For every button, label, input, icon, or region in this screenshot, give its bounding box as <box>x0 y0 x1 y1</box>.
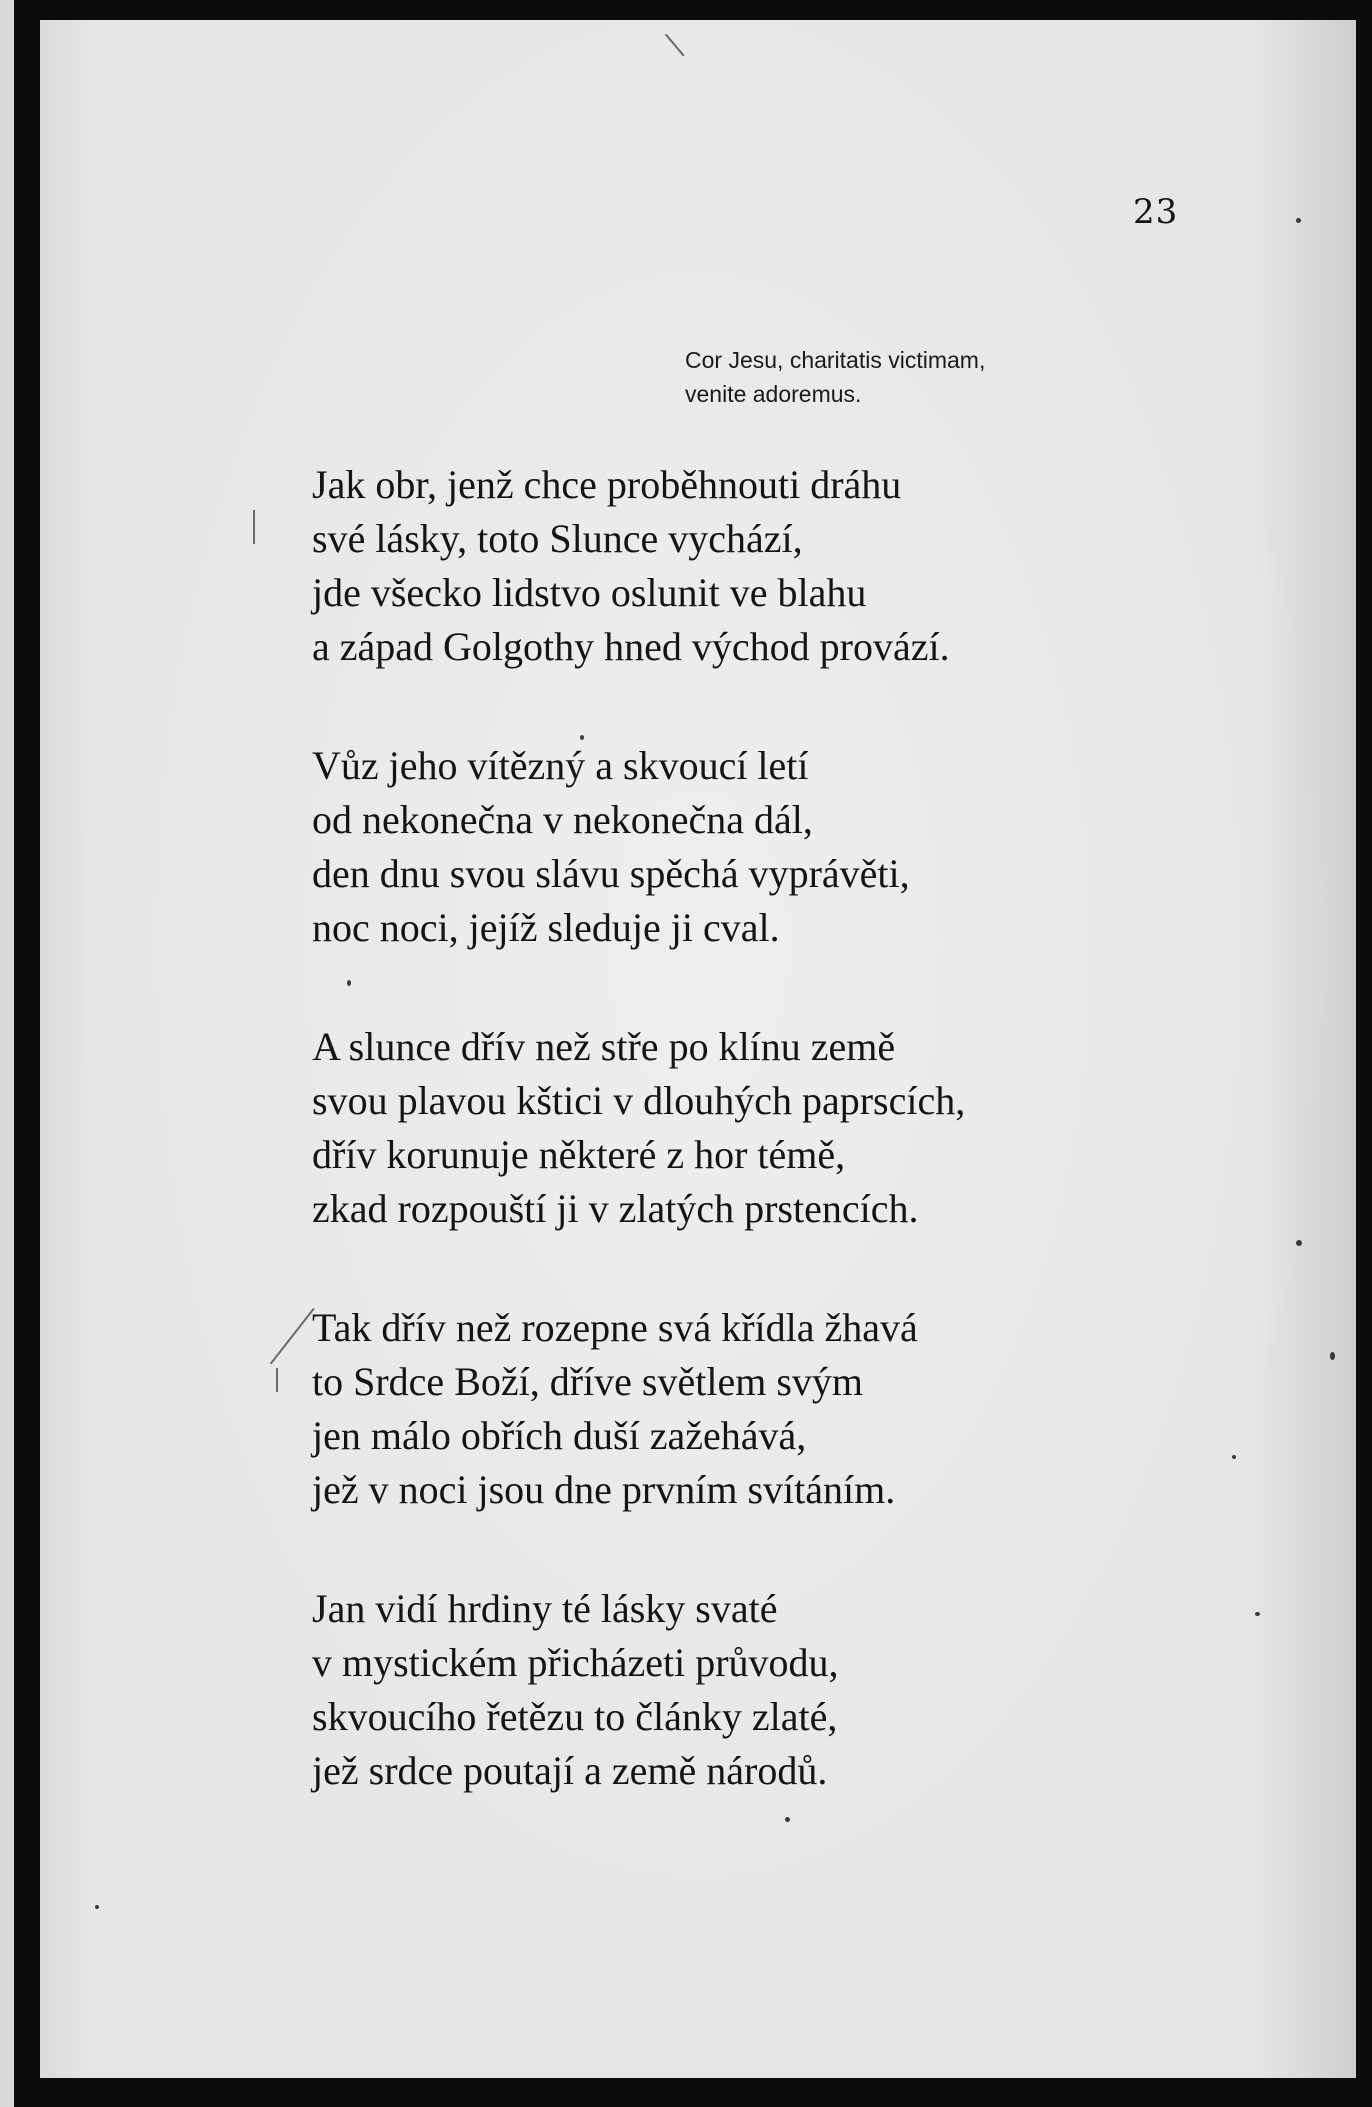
scan-mark <box>253 510 255 544</box>
dust-speck <box>785 1817 790 1822</box>
dust-speck <box>1232 1455 1236 1459</box>
poem-body <box>312 458 1132 1798</box>
dust-speck <box>1296 1240 1302 1246</box>
verse-line: Jak obr, jenž chce proběhnouti dráhu <box>312 462 902 507</box>
stanza <box>312 1020 1132 1236</box>
stanza <box>312 1582 1132 1798</box>
book-edge <box>0 0 14 2107</box>
verse-line: zkad rozpouští ji v zlatých prstencích. <box>312 1186 919 1231</box>
dust-speck <box>1296 218 1301 223</box>
epigraph-line: Cor Jesu, charitatis victimam, <box>685 347 986 373</box>
gutter-shadow <box>14 0 40 2107</box>
verse-line: skvoucího řetězu to články zlaté, <box>312 1694 838 1739</box>
dust-speck <box>95 1905 99 1909</box>
dust-speck <box>347 980 351 986</box>
verse-line: svou plavou kštici v dlouhých paprscích, <box>312 1078 966 1123</box>
stanza <box>312 739 1132 955</box>
page-number: 23 <box>1133 192 1179 232</box>
verse-line: noc noci, jejíž sleduje ji cval. <box>312 905 780 950</box>
verse-line: jde všecko lidstvo oslunit ve blahu <box>312 570 867 615</box>
verse-line: jen málo obřích duší zažehává, <box>312 1413 807 1458</box>
verse-line: a západ Golgothy hned východ provází. <box>312 624 950 669</box>
stanza <box>312 458 1132 674</box>
verse-line: své lásky, toto Slunce vychází, <box>312 516 803 561</box>
dust-speck <box>1330 1352 1335 1360</box>
dust-speck <box>580 735 584 740</box>
verse-line: den dnu svou slávu spěchá vyprávěti, <box>312 851 910 896</box>
verse-line: jež srdce poutají a země národů. <box>312 1748 828 1793</box>
verse-line: Jan vidí hrdiny té lásky svaté <box>312 1586 778 1631</box>
stanza <box>312 1301 1132 1517</box>
verse-line: to Srdce Boží, dříve světlem svým <box>312 1359 864 1404</box>
verse-line: Tak dřív než rozepne svá křídla žhavá <box>312 1305 918 1350</box>
verse-line: od nekonečna v nekonečna dál, <box>312 797 813 842</box>
epigraph-line: venite adoremus. <box>685 381 862 407</box>
verse-line: dřív korunuje některé z hor témě, <box>312 1132 846 1177</box>
scan-mark <box>276 1368 278 1392</box>
verse-line: v mystickém přicházeti průvodu, <box>312 1640 839 1685</box>
epigraph <box>685 343 1105 411</box>
verse-line: A slunce dřív než stře po klínu země <box>312 1024 896 1069</box>
verse-line: jež v noci jsou dne prvním svítáním. <box>312 1467 896 1512</box>
verse-line: Vůz jeho vítězný a skvoucí letí <box>312 743 809 788</box>
dust-speck <box>1255 1612 1260 1616</box>
